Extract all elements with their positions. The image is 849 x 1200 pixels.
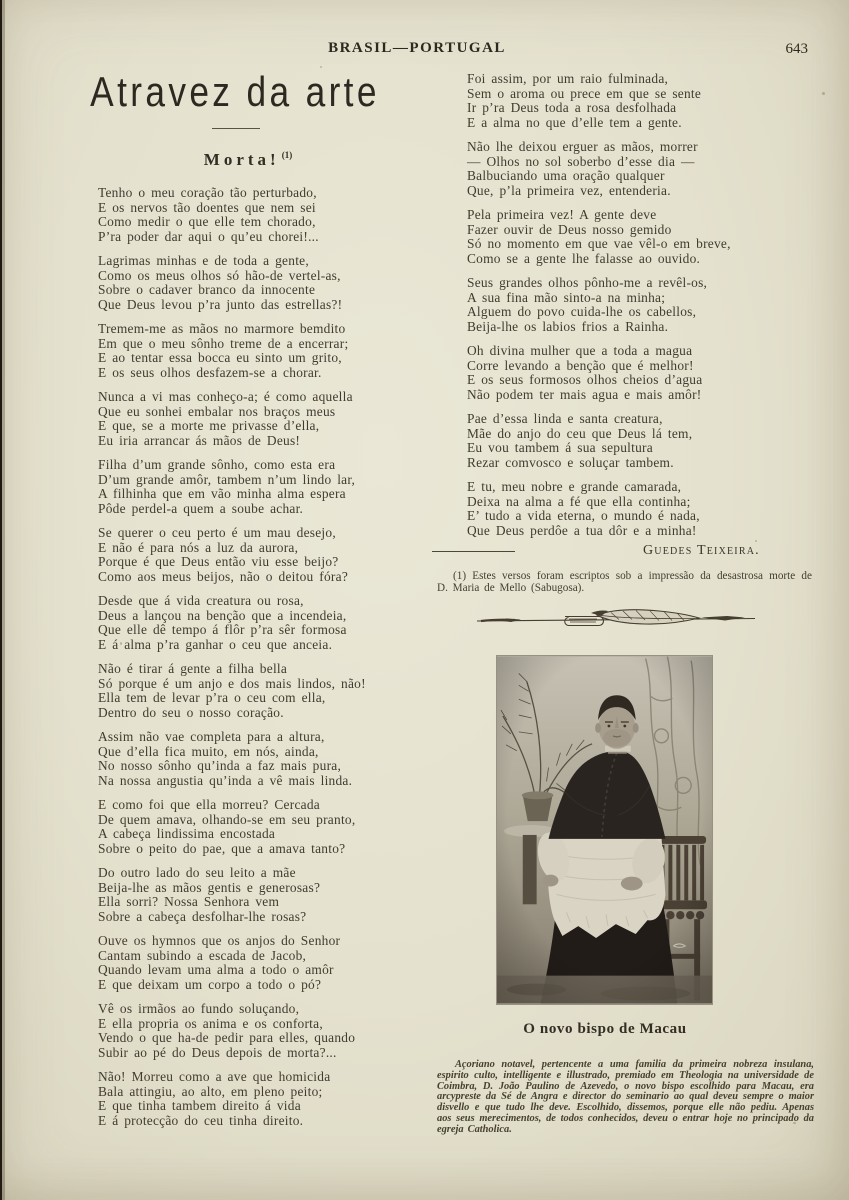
poem-stanza <box>467 276 731 334</box>
poem-line: Pôde perdel-a quem a soube achar. <box>98 500 304 516</box>
poem-stanza <box>98 390 366 448</box>
poem-line: Que, p’la primeira vez, entenderia. <box>467 182 671 198</box>
poem-stanza <box>98 594 366 652</box>
poem-line: Cantam subindo a escada de Jacob, <box>98 947 307 963</box>
poem-line: Na nossa angustia qu’inda a vê mais linda. <box>98 772 353 788</box>
poem-stanza <box>467 72 731 130</box>
poem-line: P’ra poder dar aqui o qu’eu chorei!... <box>98 228 319 244</box>
poem-line: Foi assim, por um raio fulminada, <box>467 71 669 86</box>
poem-line: E como foi que ella morreu? Cercada <box>98 797 320 812</box>
bishop-portrait-photo <box>496 655 713 1005</box>
article-title: Atravez da arte <box>90 68 380 115</box>
poem-footnote: (1) Estes versos foram escriptos sob a impressão da desastrosa morte de D. Maria de Mello (Sabugosa). <box>437 570 812 595</box>
photo-caption: O novo bispo de Macau <box>523 1021 687 1037</box>
poem-line: Beija-lhe as mãos gentis e generosas? <box>98 879 321 895</box>
poem-line: Só no momento em que vae vêl-o em breve, <box>467 236 731 251</box>
poem-line: Ouve os hymnos que os anjos do Senhor <box>98 933 341 948</box>
poem-stanza <box>98 1002 366 1060</box>
poem-line: Não é tirar á gente a filha bella <box>98 661 288 676</box>
paper-speck <box>793 1122 796 1124</box>
poem-line: E ao tentar essa bocca eu sinto um grito, <box>98 350 342 365</box>
poem-stanza <box>98 1070 366 1128</box>
poem-line: Pae d’essa linda e santa creatura, <box>467 411 663 426</box>
poem-line: Não podem ter mais agua e mais amôr! <box>467 386 702 402</box>
poem-stanza <box>98 730 366 788</box>
poem-stanza <box>467 208 731 266</box>
poem-line: E’ tudo a vida eterna, o mundo é nada, <box>467 508 700 523</box>
poem-line: — Olhos no sol soberbo d’esse dia — <box>467 153 695 169</box>
poem-line: Tremem-me as mãos no marmore bemdito <box>98 321 346 336</box>
poem-line: Deus a lançou na benção que a incendeia, <box>98 607 347 623</box>
photo-description: Açoriano notavel, pertencente a uma familia da primeira nobreza insulana, espirito culto, intelligente e illustrado, premiado em Theologia na universidade de Coimbra, D. João Paulino de Azevedo, o novo bispo escolhido para Macau, era arcypreste da Sé de Angra e director do seminario ao qual deveu sempre o maior disvello e que tudo lhe deve. Escolhido, dissemos, porque elle não pediu. Apenas aos seus merecimentos, de todos conhecidos, deveu o entrar hoje no principado da egreja Catholica. <box>437 1059 814 1135</box>
scan-edge-shadow <box>2 0 5 1200</box>
poem-stanza <box>98 254 366 312</box>
poem-line: Eu vou tambem á sua sepultura <box>467 440 653 455</box>
poem-line: Beija-lhe os labios frios a Rainha. <box>467 318 669 334</box>
poem-line: Alguem do povo cuida-lhe os cabellos, <box>467 304 697 319</box>
poem-title <box>98 150 398 170</box>
footnote-marker: (1) <box>281 150 293 161</box>
poem-line: Que Deus levou p’ra junto das estrellas?! <box>98 296 343 312</box>
poem-line: Como medir o que elle tem chorado, <box>98 214 316 229</box>
poem-line: Sobre o peito do pae, que a amava tanto? <box>98 840 346 856</box>
poem-line: E os nervos tão doentes que nem sei <box>98 199 316 215</box>
poem-line: Que Deus perdôe a tua dôr e a minha! <box>467 522 697 538</box>
poem-line: Que elle dê tempo á flôr p’ra sêr formosa <box>98 622 347 637</box>
poem-line: E ella propria os anima e os conforta, <box>98 1015 323 1031</box>
poem-line: A cabeça lindissima encostada <box>98 826 276 841</box>
poem-line: Ella tem de levar p’ra o ceu com ella, <box>98 690 326 705</box>
poem-line: Vendo o que ha-de pedir para elles, quando <box>98 1030 356 1045</box>
poem-line: Ir p’ra Deus toda a rosa desfolhada <box>467 100 677 115</box>
paper-speck <box>640 300 642 302</box>
poem-line: E que tinha tambem direito á vida <box>98 1098 301 1113</box>
paper-speck <box>320 66 322 68</box>
poem-line: E os seus formosos olhos cheios d’agua <box>467 372 703 387</box>
paper-speck <box>822 92 825 95</box>
poem-stanza <box>98 458 366 516</box>
poem-line: A sua fina mão sinto-a na minha; <box>467 289 666 305</box>
paper-speck <box>755 540 757 542</box>
poem-line: Oh divina mulher que a toda a magua <box>467 343 693 358</box>
journal-title: BRASIL—PORTUGAL <box>328 40 506 56</box>
poem-stanza <box>467 412 731 470</box>
poem-line: Sobre o cadaver branco da innocente <box>98 282 316 297</box>
poem-line: Subir ao pé do Deus depois de morta?... <box>98 1044 337 1060</box>
poem-line: Desde que á vida creatura ou rosa, <box>98 593 304 608</box>
poem-line: Nunca a vi mas conheço-a; é como aquella <box>98 389 353 404</box>
paper-speck <box>120 642 122 645</box>
poem-line: No nosso sônho qu’inda a faz mais pura, <box>98 758 342 773</box>
poem-line: Dentro do seu o nosso coração. <box>98 704 284 720</box>
poem-line: Que d’ella fica muito, em nós, ainda, <box>98 743 319 759</box>
quill-pen-divider-icon <box>473 606 763 634</box>
poem-line: De quem amava, olhando-se em seu pranto, <box>98 811 356 827</box>
poem-column-right <box>467 72 731 548</box>
poem-line: Eu iria arrancar ás mãos de Deus! <box>98 432 301 448</box>
poem-line: Ella sorri? Nossa Senhora vem <box>98 894 280 909</box>
poem-line: E não é para nós a luz da aurora, <box>98 539 299 555</box>
poem-line: Em que o meu sônho treme de a encerrar; <box>98 335 349 351</box>
poem-stanza <box>467 480 731 538</box>
poem-line: E que, se a morte me privasse d’ella, <box>98 418 320 433</box>
poem-title-text: Morta! <box>203 150 280 169</box>
signature-rule <box>432 551 515 552</box>
poem-line: Se querer o ceu perto é um mau desejo, <box>98 525 336 540</box>
poem-line: Pela primeira vez! A gente deve <box>467 207 657 222</box>
poem-line: Filha d’um grande sônho, como esta era <box>98 457 336 472</box>
poem-line: Lagrimas minhas e de toda a gente, <box>98 253 309 268</box>
poem-line: Seus grandes olhos pônho-me a revêl-os, <box>467 275 708 290</box>
poem-stanza <box>98 934 366 992</box>
poem-line: E a alma no que d’elle tem a gente. <box>467 114 682 130</box>
poem-line: Tenho o meu coração tão perturbado, <box>98 185 317 200</box>
poem-line: Sobre a cabeça desfolhar-lhe rosas? <box>98 908 307 924</box>
poem-line: Bala attingiu, ao alto, em pleno peito; <box>98 1083 323 1099</box>
title-divider-rule <box>212 128 260 129</box>
page-number: 643 <box>785 41 808 57</box>
poem-stanza <box>467 344 731 402</box>
poem-line: Quando levam uma alma a todo o amôr <box>98 962 334 977</box>
poem-line: Corre levando a benção que é melhor! <box>467 357 694 373</box>
poem-line: Como os meus olhos só hão-de vertel-as, <box>98 267 341 283</box>
poem-line: E os seus olhos desfazem-se a chorar. <box>98 364 322 380</box>
poem-stanza <box>98 662 366 720</box>
poem-stanza <box>98 798 366 856</box>
poem-line: Deixa na alma a fé que ella continha; <box>467 493 691 509</box>
poem-line: E tu, meu nobre e grande camarada, <box>467 479 682 494</box>
poem-line: D’um grande amôr, tambem n’um lindo lar, <box>98 471 356 487</box>
poem-line: Assim não vae completa para a altura, <box>98 729 325 744</box>
poem-line: E á alma p’ra ganhar o ceu que anceia. <box>98 636 333 652</box>
poem-line: A filhinha que em vão minha alma espera <box>98 486 346 501</box>
poem-line: E á protecção do ceu tinha direito. <box>98 1112 304 1128</box>
poem-line: Vê os irmãos ao fundo soluçando, <box>98 1001 300 1016</box>
poem-line: Do outro lado do seu leito a mãe <box>98 865 296 880</box>
poem-signature: Guedes Teixeira. <box>643 543 760 558</box>
poem-line: Porque é que Deus então viu esse beijo? <box>98 554 339 569</box>
poem-column-left <box>98 186 366 1138</box>
poem-line: Que eu sonhei embalar nos braços meus <box>98 403 336 419</box>
poem-stanza <box>98 322 366 380</box>
poem-line: Não! Morreu como a ave que homicida <box>98 1069 331 1084</box>
poem-line: Só porque é um anjo e dos mais lindos, não! <box>98 675 366 691</box>
poem-line: Sem o aroma ou prece em que se sente <box>467 85 702 101</box>
poem-stanza <box>98 186 366 244</box>
poem-line: Como aos meus beijos, não o deitou fóra? <box>98 568 349 584</box>
poem-line: Fazer ouvir de Deus nosso gemido <box>467 221 672 237</box>
poem-stanza <box>467 140 731 198</box>
poem-line: Rezar comvosco e soluçar tambem. <box>467 454 674 470</box>
poem-line: Mãe do anjo do ceu que Deus lá tem, <box>467 425 693 441</box>
poem-line: E que deixam um corpo a todo o pó? <box>98 976 322 992</box>
poem-line: Balbuciando uma oração qualquer <box>467 168 665 183</box>
poem-stanza <box>98 866 366 924</box>
poem-line: Não lhe deixou erguer as mãos, morrer <box>467 139 698 154</box>
poem-line: Como se a gente lhe falasse ao ouvido. <box>467 250 701 266</box>
poem-stanza <box>98 526 366 584</box>
